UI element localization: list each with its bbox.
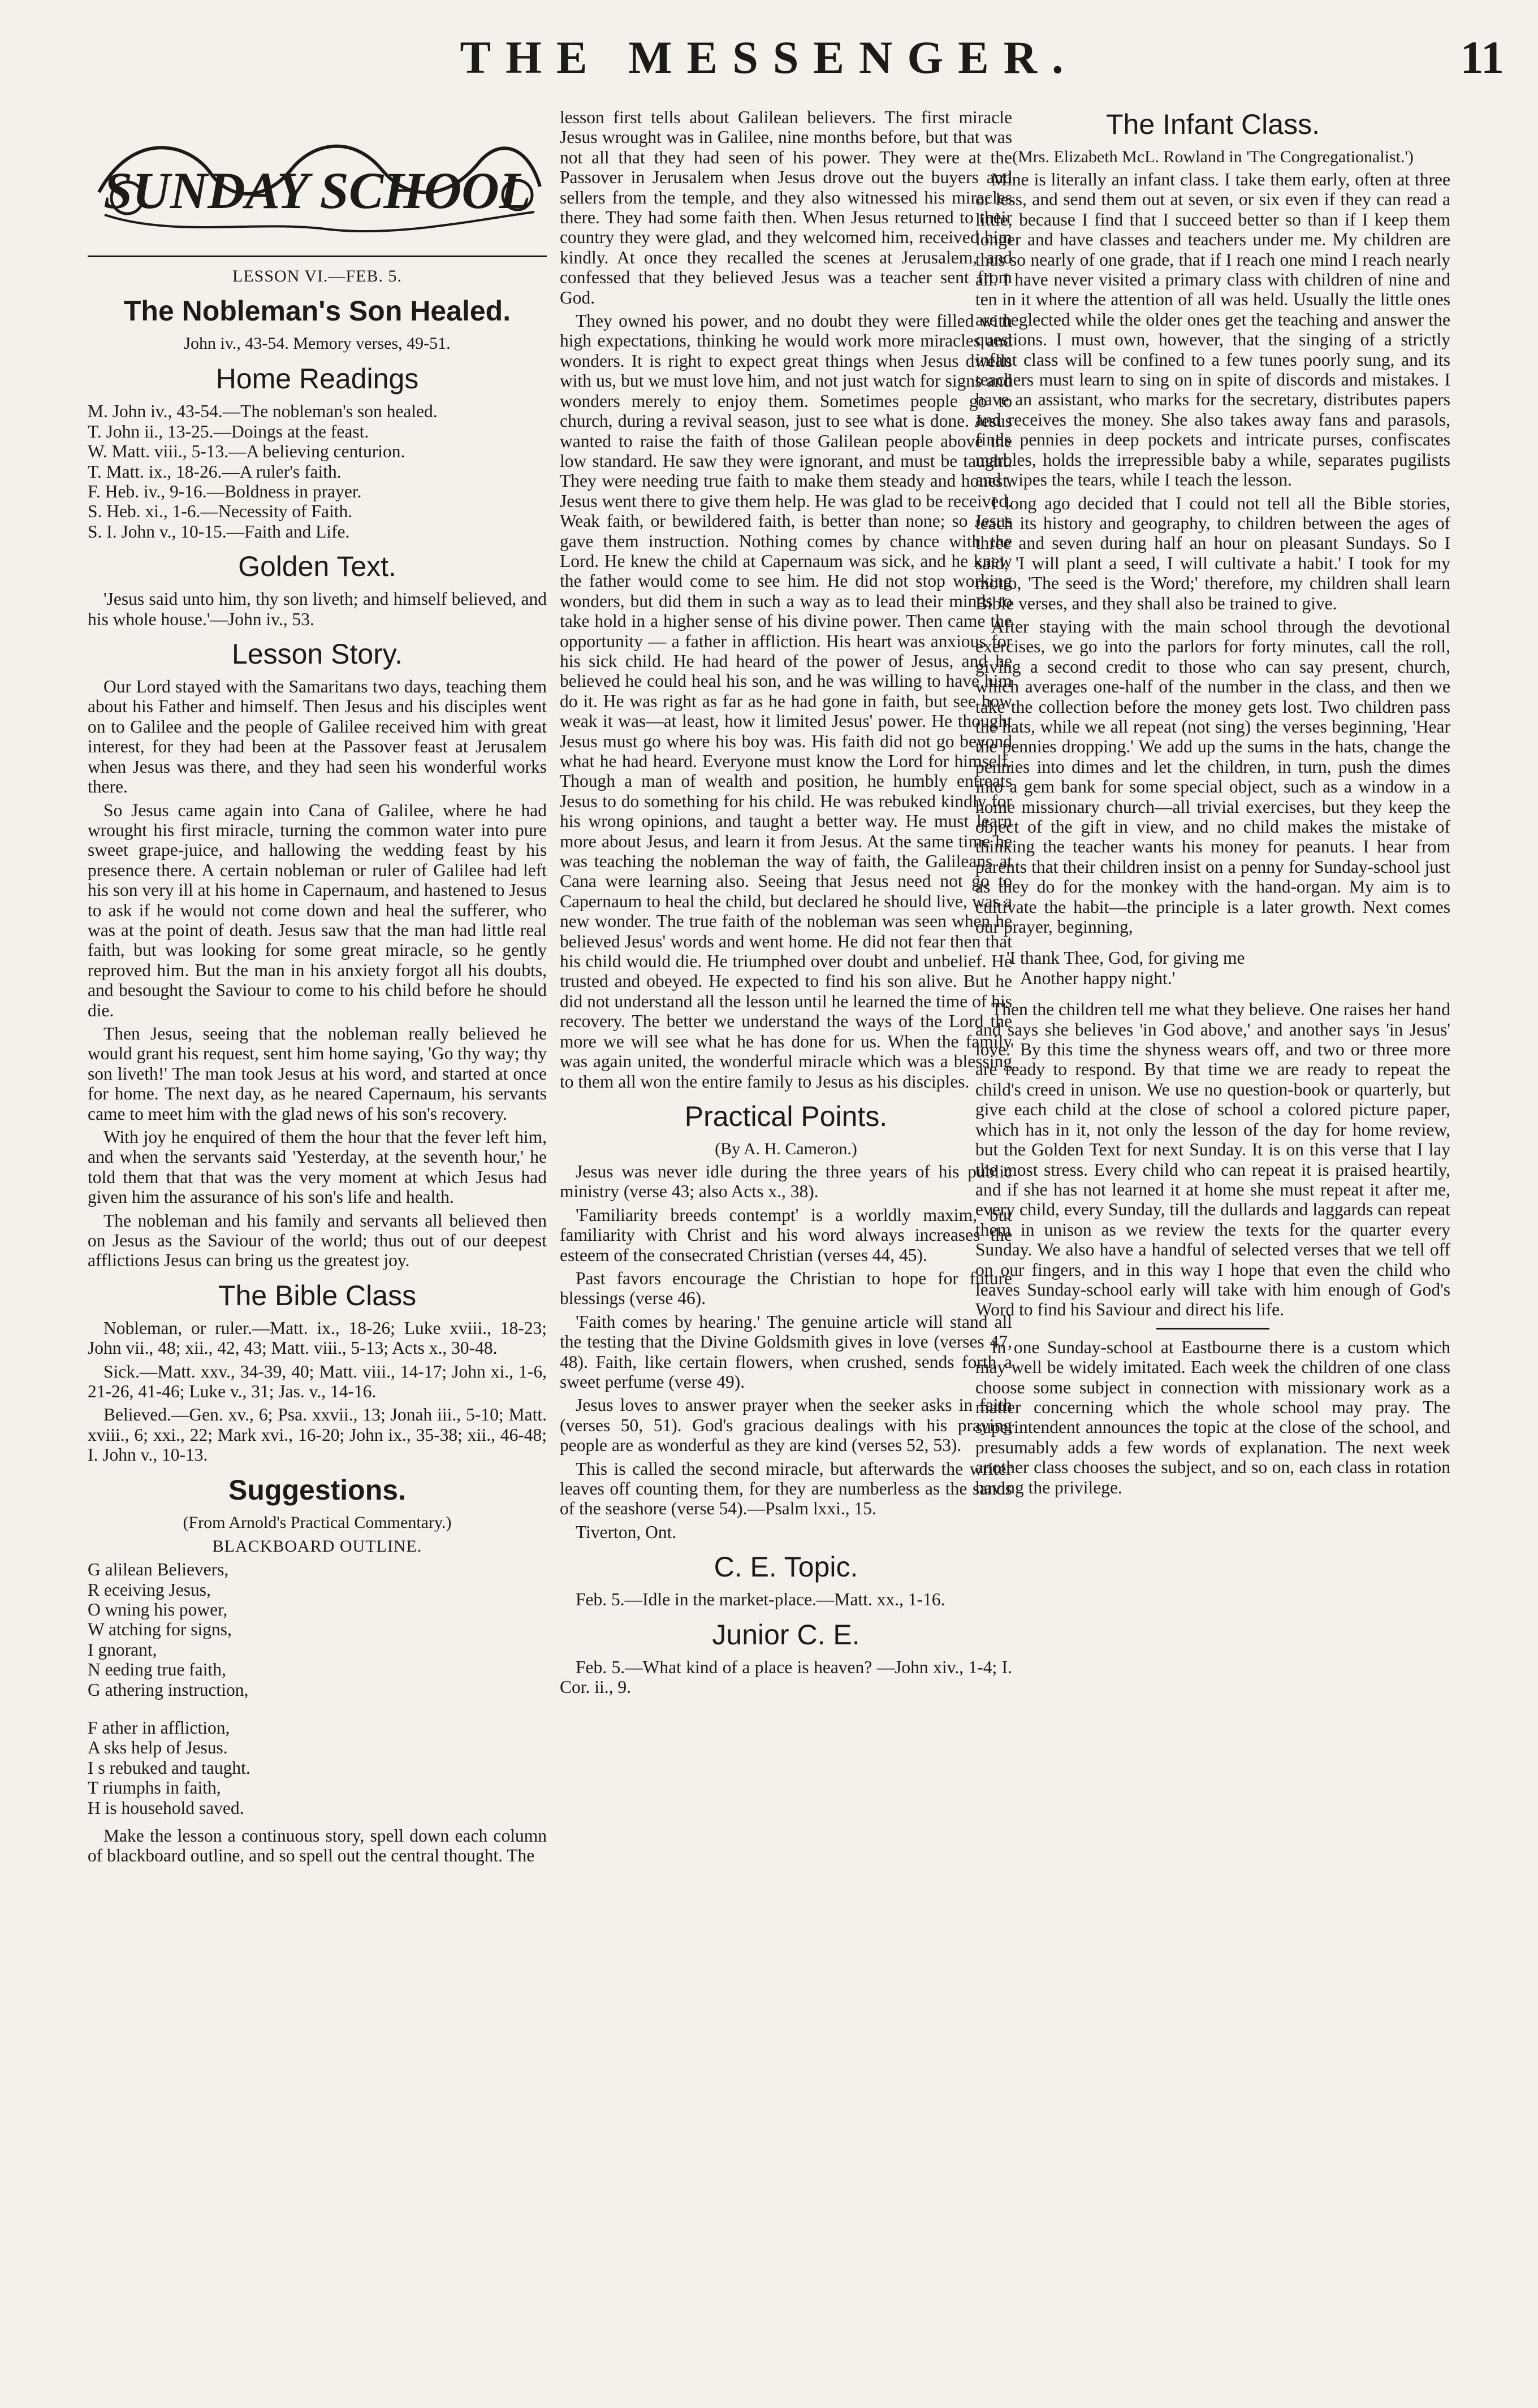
masthead-title: THE MESSENGER. xyxy=(460,32,1078,83)
list-item: W. Matt. viii., 5-13.—A believing centurion. xyxy=(88,441,405,462)
logo-lettering: SUNDAY SCHOOL xyxy=(103,162,531,219)
ce-topic-heading: C. E. Topic. xyxy=(714,1551,858,1583)
story-paragraph: Our Lord stayed with the Samaritans two days, teaching them about his Father and himself. Then Jesus and his disciples went on to Galilee and the people of Galilee received him with great interest, for they had been at the Passover feast at Jerusalem when Jesus was there, and they had seen his wonderful works there. xyxy=(88,677,547,797)
masthead xyxy=(0,31,1538,93)
list-item: F. Heb. iv., 9-16.—Boldness in prayer. xyxy=(88,482,362,502)
list-item: M. John iv., 43-54.—The nobleman's son healed. xyxy=(88,401,438,422)
list-item: A sks help of Jesus. xyxy=(88,1738,228,1758)
home-readings-heading: Home Readings xyxy=(215,363,419,395)
practical-paragraph: Past favors encourage the Christian to hope for future blessings (verse 46). xyxy=(560,1268,1012,1309)
divider xyxy=(1156,1328,1269,1329)
article-paragraph: I long ago decided that I could not tell all the Bible stories, teach its history and geography, to children between the ages of three and seven during half an hour on pleasant Sundays. So I said, 'I will plant a seed, I will cultivate a habit.' I took for my motto, 'The seed is the Word;' therefore, my children shall learn Bible verses, and they shall also be trained to give. xyxy=(975,493,1450,613)
acrostic-faith xyxy=(88,1718,547,1818)
golden-text-heading: Golden Text. xyxy=(238,551,396,583)
article-paragraph: Then the children tell me what they believe. One raises her hand and says she believes 'in God above,' and another says 'in Jesus' love.' By this time the shyness wears off, and two or three more are ready to respond. By that time we are ready to repeat the child's creed in unison. We use no question-book or quarterly, but give each child at the close of school a colored picture paper, which has in it, not only the lesson of the day for home review, but the Golden Text for next Sunday. It is on this verse that I lay the most stress. Every child who can repeat it is praised heartily, and if she has not learned it at home she must repeat it after me, every child, every Sunday, till the dullards and laggards can repeat them in unison as we review the texts for the quarter every Sunday. We also have a handful of selected verses that we tell off on our fingers, and in this way I hope that even the child who leaves Sunday-school early will take with him enough of God's Word to find his Saviour and direct his life. xyxy=(975,999,1450,1320)
list-item: I gnorant, xyxy=(88,1639,157,1660)
practical-paragraph: 'Familiarity breeds contempt' is a worldly maxim, but familiarity with Christ and his word always increases the esteem of the consecrated Christian (verses 44, 45). xyxy=(560,1205,1012,1265)
list-item: F ather in affliction, xyxy=(88,1717,230,1738)
list-item: G athering instruction, xyxy=(88,1679,249,1700)
lesson-header: LESSON VI.—FEB. 5. xyxy=(232,267,402,285)
poem-line: Another happy night.' xyxy=(1020,968,1176,988)
column-1 xyxy=(88,107,547,1869)
lesson-story-heading: Lesson Story. xyxy=(231,638,403,670)
bible-class-paragraph: Nobleman, or ruler.—Matt. ix., 18-26; Luke xviii., 18-23; John vii., 48; xii., 42, 43; Matt. viii., 5-13; Acts x., 30-48. xyxy=(88,1318,547,1358)
blackboard-heading: BLACKBOARD OUTLINE. xyxy=(212,1536,422,1556)
practical-paragraph: This is called the second miracle, but afterwards the writer leaves off counting them, for they are numberless as the sands of the seashore (verse 54).—Psalm lxxi., 15. xyxy=(560,1458,1012,1519)
list-item: S. Heb. xi., 1-6.—Necessity of Faith. xyxy=(88,501,353,522)
story-paragraph: With joy he enquired of them the hour that the fever left him, and when the servants said 'Yesterday, at the seventh hour,' he told them that that was the very moment at which Jesus had given him the assurance of his son's life and health. xyxy=(88,1127,547,1207)
practical-points-heading: Practical Points. xyxy=(684,1100,888,1132)
golden-text: 'Jesus said unto him, thy son liveth; and himself believed, and his whole house.'—John iv., 53. xyxy=(88,589,547,629)
story-paragraph: Then Jesus, seeing that the nobleman really believed he would grant his request, sent him home saying, 'Go thy way; thy son liveth!' The man took Jesus at his word, and started at once for home. The next day, as he neared Capernaum, his servants came to meet him with the glad news of his son's recovery. xyxy=(88,1023,547,1124)
page-number: 11 xyxy=(1460,32,1504,83)
article-paragraph: In one Sunday-school at Eastbourne there is a custom which may well be widely imitated. Each week the children of one class choose some subject in connection with missionary work as a matter concerning which the whole school may pray. The superintendent announces the topic at the close of the school, and presumably adds a few words of explanation. The next week another class chooses the subject, and so on, each class in rotation having the privilege. xyxy=(975,1337,1450,1497)
lesson-ref: John iv., 43-54. Memory verses, 49-51. xyxy=(184,334,451,353)
article-paragraph: After staying with the main school through the devotional exercises, we go into the parlors for forty minutes, call the roll, giving a second credit to those who can say present, church, which averages one-half of the number in the class, and then we take the collection before the money gets lost. Two children pass the hats, while we all repeat (not sing) the verses beginning, 'Hear the pennies dropping.' We add up the sums in the hats, change the pennies into dimes and let the children, in turn, push the dimes into a gem bank for some special object, such as a window in a home missionary church—all trivial exercises, but they keep the object of the gift in view, and no child makes the mistake of thinking the teacher wants his money for peanuts. I hear from parents that their children insist on a penny for Sunday-school just as they do for the monkey with the hand-organ. My aim is to cultivate the habit—the principle is a later growth. Next comes our prayer, beginning, xyxy=(975,616,1450,937)
practical-paragraph: Jesus loves to answer prayer when the seeker asks in faith (verses 50, 51). God's gracious dealings with his praying people are as wonderful as they are kind (verses 52, 53). xyxy=(560,1395,1012,1456)
list-item: T. John ii., 13-25.—Doings at the feast. xyxy=(88,421,369,441)
home-readings-list xyxy=(88,401,547,542)
list-item: I s rebuked and taught. xyxy=(88,1757,250,1778)
ce-topic-text: Feb. 5.—Idle in the market-place.—Matt. xx., 1-16. xyxy=(576,1590,945,1610)
list-item: S. I. John v., 10-15.—Faith and Life. xyxy=(88,521,350,542)
bible-class-paragraph: Sick.—Matt. xxv., 34-39, 40; Matt. viii., 14-17; John xi., 1-6, 21-26, 41-46; Luke v., 31; Jas. v., 14-16. xyxy=(88,1361,547,1402)
list-item: T. Matt. ix., 18-26.—A ruler's faith. xyxy=(88,461,342,482)
list-item: G alilean Believers, xyxy=(88,1560,229,1580)
column-2 xyxy=(560,107,1012,1700)
list-item: H is household saved. xyxy=(88,1798,244,1818)
story-paragraph: The nobleman and his family and servants all believed then on Jesus as the Saviour of the world; thus out of our deepest afflictions Jesus can bring us the greatest joy. xyxy=(88,1210,547,1271)
bible-class-heading: The Bible Class xyxy=(218,1279,417,1311)
junior-ce-heading: Junior C. E. xyxy=(712,1618,860,1651)
practical-paragraph: Jesus was never idle during the three years of his public ministry (verse 43; also Acts x., 38). xyxy=(560,1161,1012,1202)
suggestions-heading: Suggestions. xyxy=(228,1474,406,1506)
prayer-poem xyxy=(975,948,1450,988)
practical-place: Tiverton, Ont. xyxy=(576,1522,677,1542)
column-3 xyxy=(975,107,1450,1501)
practical-points-author: (By A. H. Cameron.) xyxy=(715,1139,857,1158)
story-paragraph: So Jesus came again into Cana of Galilee, where he had wrought his first miracle, turning the common water into pure sweet grape-juice, and hallowing the wedding feast by his presence there. A certain nobleman or ruler of Galilee had left his son very ill at his home in Capernaum, and hastened to Jesus to ask if he would not come down and heal the sufferer, who was at the point of death. Jesus saw that the man had little real faith, but was looking for some great miracle, so he gently reproved him. But the man in his anxiety forgot all his doubts, and besought the Saviour to come to his child before he should die. xyxy=(88,800,547,1020)
poem-line: 'I thank Thee, God, for giving me xyxy=(1006,948,1245,968)
bible-class-paragraph: Believed.—Gen. xv., 6; Psa. xxvii., 13; Jonah iii., 5-10; Matt. xviii., 6; xxi., 22; Mark xvi., 16-20; John ix., 35-38; xii., 46-48; I. John v., 10-13. xyxy=(88,1405,547,1465)
acrostic-growing xyxy=(88,1560,547,1700)
lesson-title: The Nobleman's Son Healed. xyxy=(123,295,511,327)
article-paragraph: lesson first tells about Galilean believers. The first miracle Jesus wrought was in Galilee, nine months before, but that was not all that they had seen of his power. They were at the Passover in Jerusalem when Jesus drove out the buyers and sellers from the temple, and they also witnessed his miracles there. They had some faith then. When Jesus returned to their country they were glad, and they welcomed him, received him kindly. At once they recalled the scenes at Jerusalem, and confessed that they believed Jesus was a teacher sent from God. xyxy=(560,107,1012,308)
infant-class-byline: (Mrs. Elizabeth McL. Rowland in 'The Congregationalist.') xyxy=(1012,148,1414,166)
article-paragraph: Mine is literally an infant class. I take them early, often at three or less, and send them out at seven, or six even if they can read a little, because I find that I succeed better so than if I keep them longer and have classes and teachers under me. My children are thus so nearly of one grade, that if I reach one mind I reach nearly all. I have never visited a primary class with children of nine and ten in it where the attention of all was held. Usually the little ones are neglected while the older ones get the teaching and answer the questions. I must own, however, that the singing of a strictly infant class will be confined to a few tunes poorly sung, and its teachers must learn to sing on in spite of discords and mistakes. I have an assistant, who marks for the secretary, distributes papers and receives the money. She also takes away fans and parasols, finds pennies in deep pockets and intricate purses, confiscates marbles, holds the irrepressible baby a while, separates pugilists and wipes the tears, while I teach the lesson. xyxy=(975,170,1450,490)
sunday-school-logo xyxy=(88,107,547,249)
list-item: R eceiving Jesus, xyxy=(88,1579,211,1600)
list-item: O wning his power, xyxy=(88,1599,228,1619)
article-paragraph: They owned his power, and no doubt they were filled with high expectations, thinking he would work more miracles and wonders. It is right to expect great things when Jesus dwells with us, but we must love him, and not just watch for signs and wonders merely to enjoy them. Sometimes people go to church, during a revival season, just to see what is done. Jesus wanted to raise the faith of those Galilean people above the low standard. He saw they were ignorant, and must be taught. They were needing true faith to make them steady and honest. Jesus went there to give them help. He was glad to be received. Weak faith, or bewildered faith, is better than none; so Jesus gave them instruction. Nothing comes by chance with the Lord. He knew the child at Capernaum was sick, and he knew the father would come to see him. He did not stop working wonders, but did them in such a way as to lead their minds to take hold in a higher sense of his divine power. Then came the opportunity — a father in affliction. His heart was anxious for his sick child. He had heard of the power of Jesus, and he believed he could heal his son, and he was willing to have him do it. He was right as far as he had gone in faith, but see how weak it was—at least, how it limited Jesus' power. He thought Jesus must go where his boy was. His faith did not go beyond what he had heard. Everyone must know the Lord for himself. Though a man of wealth and position, he humbly entreats Jesus to do something for his child. He was rebuked kindly for his wrong opinions, and taught a better way. He must learn more about Jesus, and learn it from Jesus. At the same time he was teaching the nobleman the way of faith, the Galileans at Cana were learning also. Seeing that Jesus need not go to Capernaum to heal the child, but declared he should live, was a new wonder. The true faith of the nobleman was seen when he believed Jesus' words and went home. He did not fear then that his child would die. He triumphed over doubt and unbelief. He trusted and obeyed. He expected to find his son alive. But he did not understand all the lesson until he learned the time of his recovery. The better we understand the ways of the Lord the more we will see what he has done for us. When the family was again united, the wonderful miracle which was a blessing to them all won the entire family to Jesus as his disciples. xyxy=(560,311,1012,1092)
list-item: N eeding true faith, xyxy=(88,1660,226,1680)
infant-class-heading: The Infant Class. xyxy=(1106,109,1320,140)
suggestions-source: (From Arnold's Practical Commentary.) xyxy=(183,1513,452,1532)
divider xyxy=(88,255,547,257)
closing-paragraph: Make the lesson a continuous story, spell down each column of blackboard outline, and so spell out the central thought. The xyxy=(88,1825,547,1866)
junior-ce-text: Feb. 5.—What kind of a place is heaven? —John xiv., 1-4; I. Cor. ii., 9. xyxy=(560,1657,1012,1697)
list-item: W atching for signs, xyxy=(88,1619,232,1640)
list-item: T riumphs in faith, xyxy=(88,1778,221,1798)
practical-paragraph: 'Faith comes by hearing.' The genuine article will stand all the testing that the Divine Goldsmith gives in love (verses 47, 48). Faith, like certain flowers, when crushed, sends forth a sweet perfume (verse 49). xyxy=(560,1311,1012,1392)
